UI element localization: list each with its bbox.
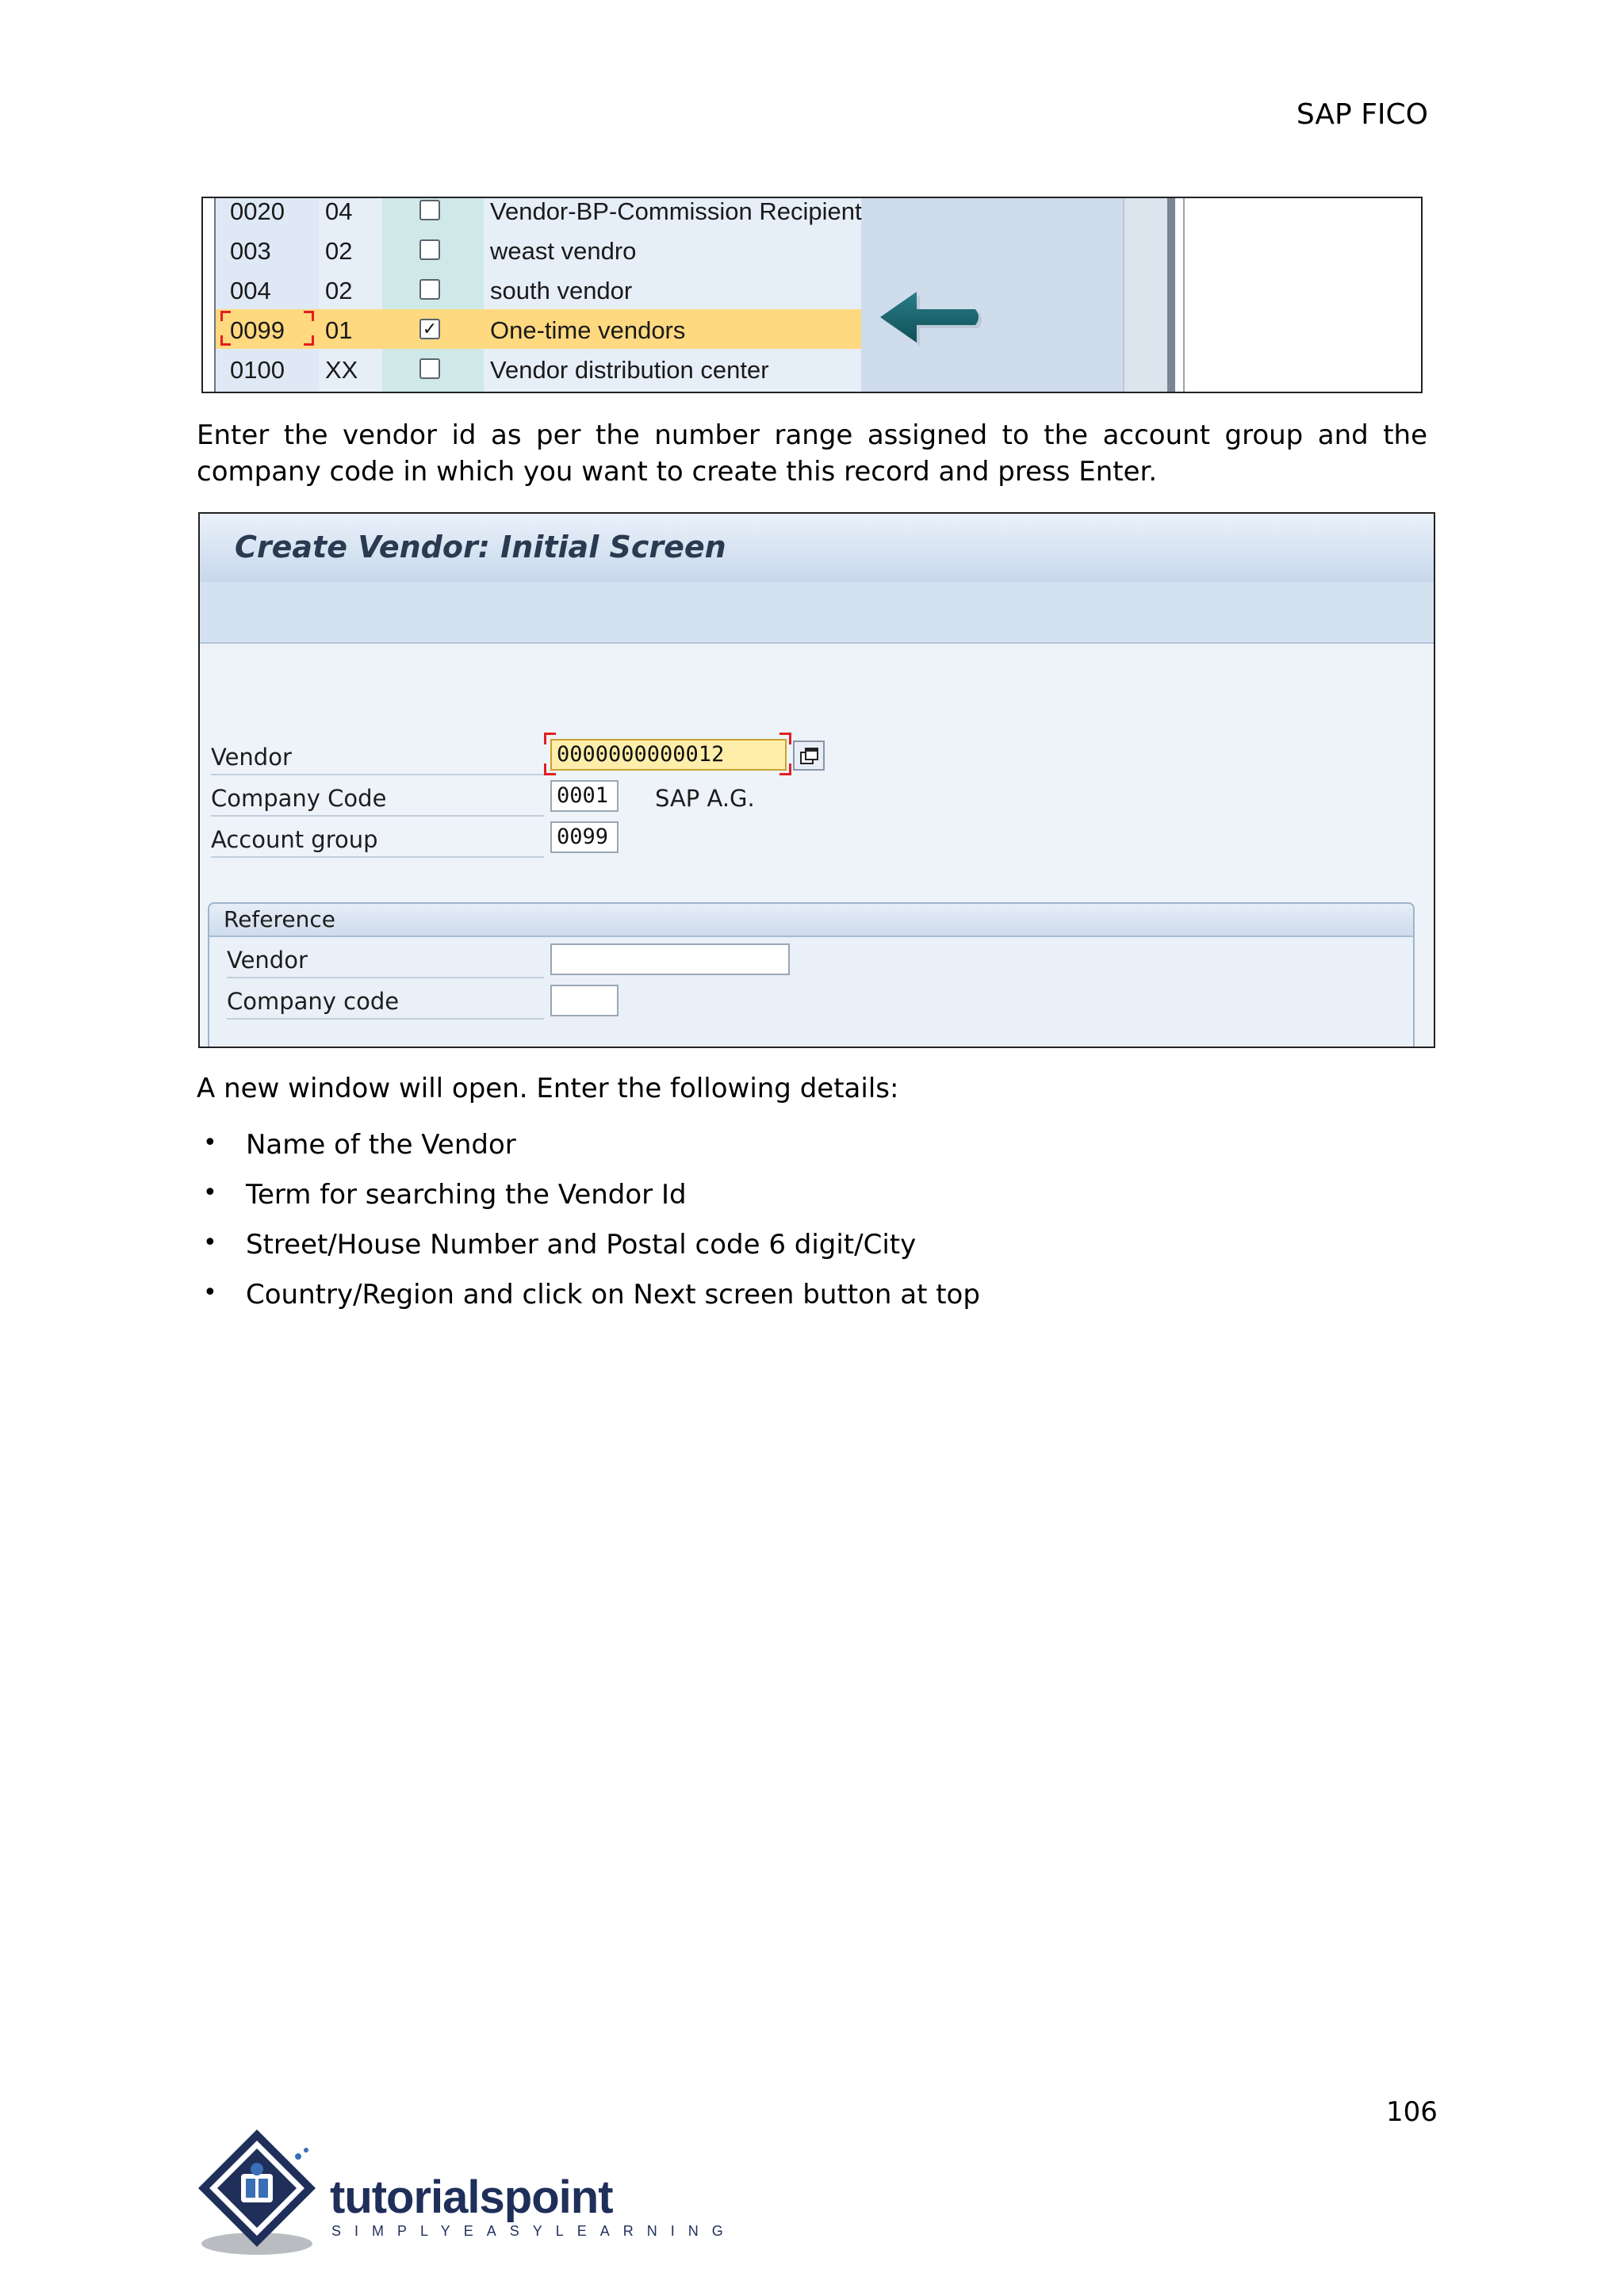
table-row[interactable] [203, 270, 861, 309]
application-toolbar [200, 582, 1434, 644]
reference-group-box [208, 902, 1415, 1048]
account-group-cell: 0100 [230, 356, 285, 384]
instruction-paragraph: Enter the vendor id as per the number range assigned to the account group and the company code in which you want to create this record and press Enter. [197, 419, 1427, 488]
logo-tagline: SIMPLYEASYLEARNING [331, 2223, 737, 2239]
number-range-cell: 02 [325, 277, 353, 304]
scrollbar-track[interactable] [1123, 198, 1169, 392]
company-code-input[interactable]: 0001 [550, 780, 619, 812]
account-group-name-cell: Vendor-BP-Commission Recipient [490, 197, 862, 225]
number-range-cell: 01 [325, 316, 353, 344]
account-group-cell: 0099 [230, 316, 285, 344]
account-group-name-cell: south vendor [490, 277, 633, 304]
table-row[interactable] [203, 197, 861, 230]
table-row[interactable] [203, 349, 861, 388]
account-group-name-cell: weast vendro [490, 237, 637, 265]
page-number: 106 [1386, 2096, 1438, 2128]
value-help-icon [799, 747, 820, 766]
list-item: • Name of the Vendor [203, 1129, 516, 1161]
reference-group-title: Reference [209, 904, 1413, 937]
list-item: • Street/House Number and Postal code 6 digit/City [203, 1229, 917, 1261]
table-row-selected[interactable] [203, 309, 861, 349]
account-group-list-screenshot [201, 197, 1423, 393]
reference-company-code-input[interactable] [550, 985, 619, 1016]
document-header-title: SAP FICO [1296, 98, 1428, 131]
account-group-name-cell: One-time vendors [490, 316, 686, 344]
logo-wordmark: tutorialspoint [330, 2172, 613, 2223]
reference-vendor-input[interactable] [550, 943, 790, 975]
create-vendor-screenshot [198, 512, 1435, 1048]
tutorialspoint-logo [193, 2125, 737, 2260]
row-checkbox-checked[interactable]: ✓ [419, 319, 440, 339]
account-group-cell: 003 [230, 237, 271, 265]
account-group-label: Account group [211, 818, 544, 858]
number-range-cell: 02 [325, 237, 353, 265]
vendor-input[interactable]: 0000000000012 [550, 739, 787, 771]
account-group-name-cell: Vendor distribution center [490, 356, 769, 384]
account-group-cell: 004 [230, 277, 271, 304]
instruction-paragraph: A new window will open. Enter the following details: [197, 1073, 899, 1104]
screen-title-bar [200, 514, 1434, 583]
row-checkbox[interactable] [419, 200, 440, 220]
row-checkbox[interactable] [419, 239, 440, 260]
logo-emblem-icon [193, 2125, 328, 2260]
row-checkbox[interactable] [419, 358, 440, 379]
account-group-cell: 0020 [230, 197, 285, 225]
reference-company-code-label: Company code [227, 980, 544, 1020]
arrow-left-icon [875, 287, 986, 350]
list-item: • Country/Region and click on Next screen button at top [203, 1279, 980, 1311]
screen-title: Create Vendor: Initial Screen [235, 530, 726, 564]
value-help-button[interactable] [793, 740, 825, 771]
reference-vendor-label: Vendor [227, 939, 544, 978]
list-item: • Term for searching the Vendor Id [203, 1179, 687, 1211]
table-row[interactable] [203, 230, 861, 270]
row-checkbox[interactable] [419, 279, 440, 300]
company-code-label: Company Code [211, 777, 544, 817]
number-range-cell: 04 [325, 197, 353, 225]
account-group-input[interactable]: 0099 [550, 821, 619, 853]
company-name-text: SAP A.G. [655, 785, 755, 812]
vendor-label: Vendor [211, 736, 544, 775]
number-range-cell: XX [325, 356, 358, 384]
